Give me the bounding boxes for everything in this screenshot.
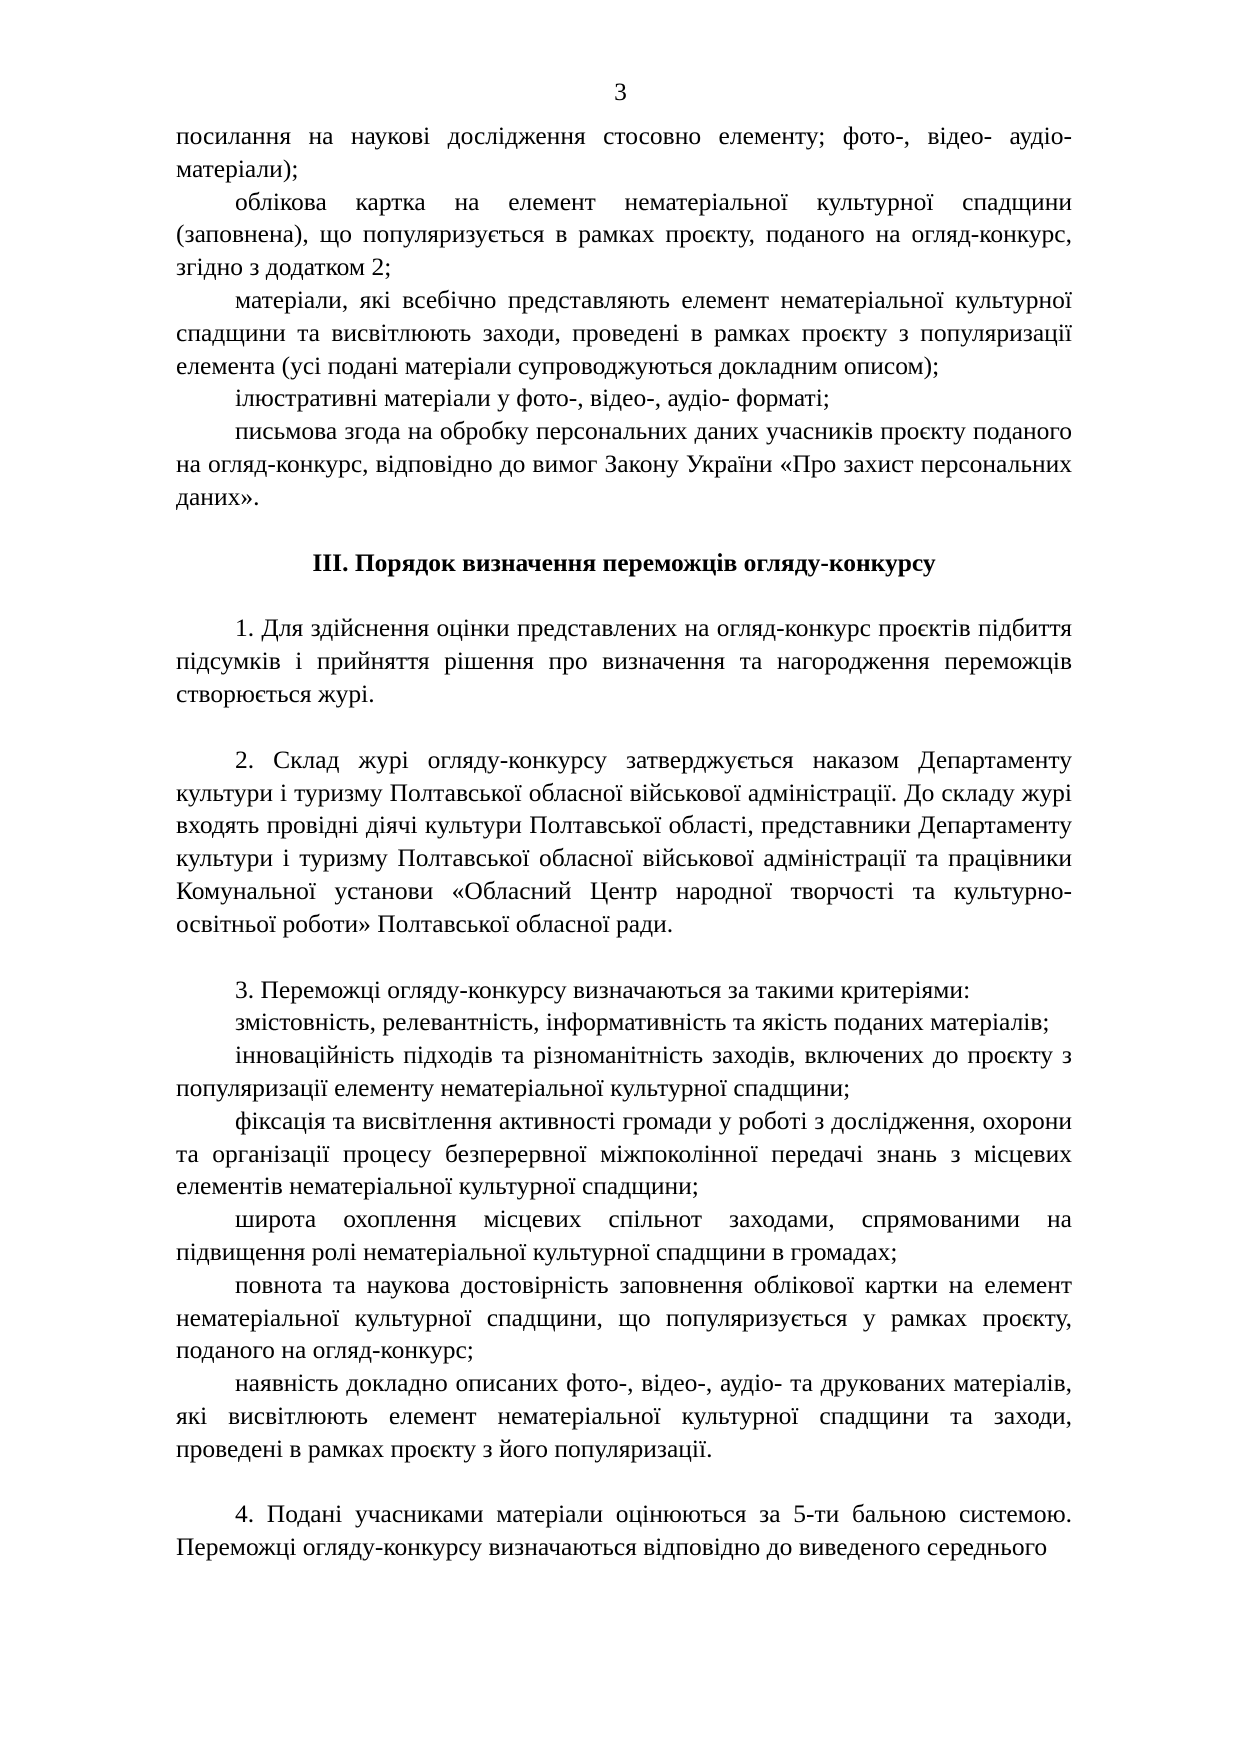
paragraph-registration-card: облікова картка на елемент нематеріальної культурної спадщини (заповнена), що популяризується в рамках проєкту, поданого на огляд-конкурс, згідно з додатком 2; [176,186,1072,282]
criterion-innovation: інноваційність підходів та різноманітність заходів, включених до проєкту з популяризації елементу нематеріальної культурної спадщини; [176,1040,1072,1102]
criterion-content-quality: змістовність, релевантність, інформативність та якість поданих матеріалів; [235,1007,1050,1037]
paragraph-illustrative-materials: ілюстративні матеріали у фото-, відео-, аудіо- форматі; [235,383,830,413]
criterion-community-reach: широта охоплення місцевих спільнот заходами, спрямованими на підвищення ролі нематеріальної культурної спадщини в громадах; [176,1204,1072,1266]
item-1-jury-creation: 1. Для здійснення оцінки представлених на огляд-конкурс проєктів підбиття підсумків і прийняття рішення про визначення та нагородження переможців створюється журі. [176,613,1072,708]
section-heading: ІІІ. Порядок визначення переможців огляду-конкурсу [312,547,936,577]
criterion-described-materials: наявність докладно описаних фото-, відео-, аудіо- та друкованих матеріалів, які висвітлюють елемент нематеріальної культурної спадщини та заходи, проведені в рамках проєкту з його популяризації. [176,1368,1072,1463]
criterion-community-activity: фіксація та висвітлення активності громади у роботі з дослідження, охорони та організації процесу безперервної міжпоколінної передачі знань з місцевих елементів нематеріальної культурної спадщини; [176,1105,1072,1201]
item-2-jury-composition: 2. Склад журі огляду-конкурсу затверджується наказом Департаменту культури і туризму Полтавської обласної військової адміністрації. До складу журі входять провідні діячі культури Полтавської області, представники Департаменту культури і туризму Полтавської обласної військової адміністрації та працівники Комунальної установи «Обласний Центр народної творчості та культурно-освітньої роботи» Полтавської обласної ради. [176,744,1072,938]
paragraph-references: посилання на наукові дослідження стосовно елементу; фото-, відео- аудіо-матеріали); [176,121,1072,183]
criterion-card-accuracy: повнота та наукова достовірність заповнення облікової картки на елемент нематеріальної культурної спадщини, що популяризується у рамках проєкту, поданого на огляд-конкурс; [176,1269,1072,1365]
body-text [176,120,1072,1564]
item-3-criteria-intro: 3. Переможці огляду-конкурсу визначаються за такими критеріями: [235,974,971,1004]
item-4-scoring: 4. Подані учасниками матеріали оцінюються за 5-ти бальною системою. Переможці огляду-конкурсу визначаються відповідно до виведеного середнього [176,1499,1072,1562]
paragraph-materials: матеріали, які всебічно представляють елемент нематеріальної культурної спадщини та висвітлюють заходи, проведені в рамках проєкту з популяризації елемента (усі подані матеріали супроводжуються докладним описом); [176,284,1072,380]
paragraph-written-consent: письмова згода на обробку персональних даних учасників проєкту поданого на огляд-конкурс, відповідно до вимог Закону України «Про захист персональних даних». [176,416,1072,511]
page-number: 3 [614,77,627,106]
